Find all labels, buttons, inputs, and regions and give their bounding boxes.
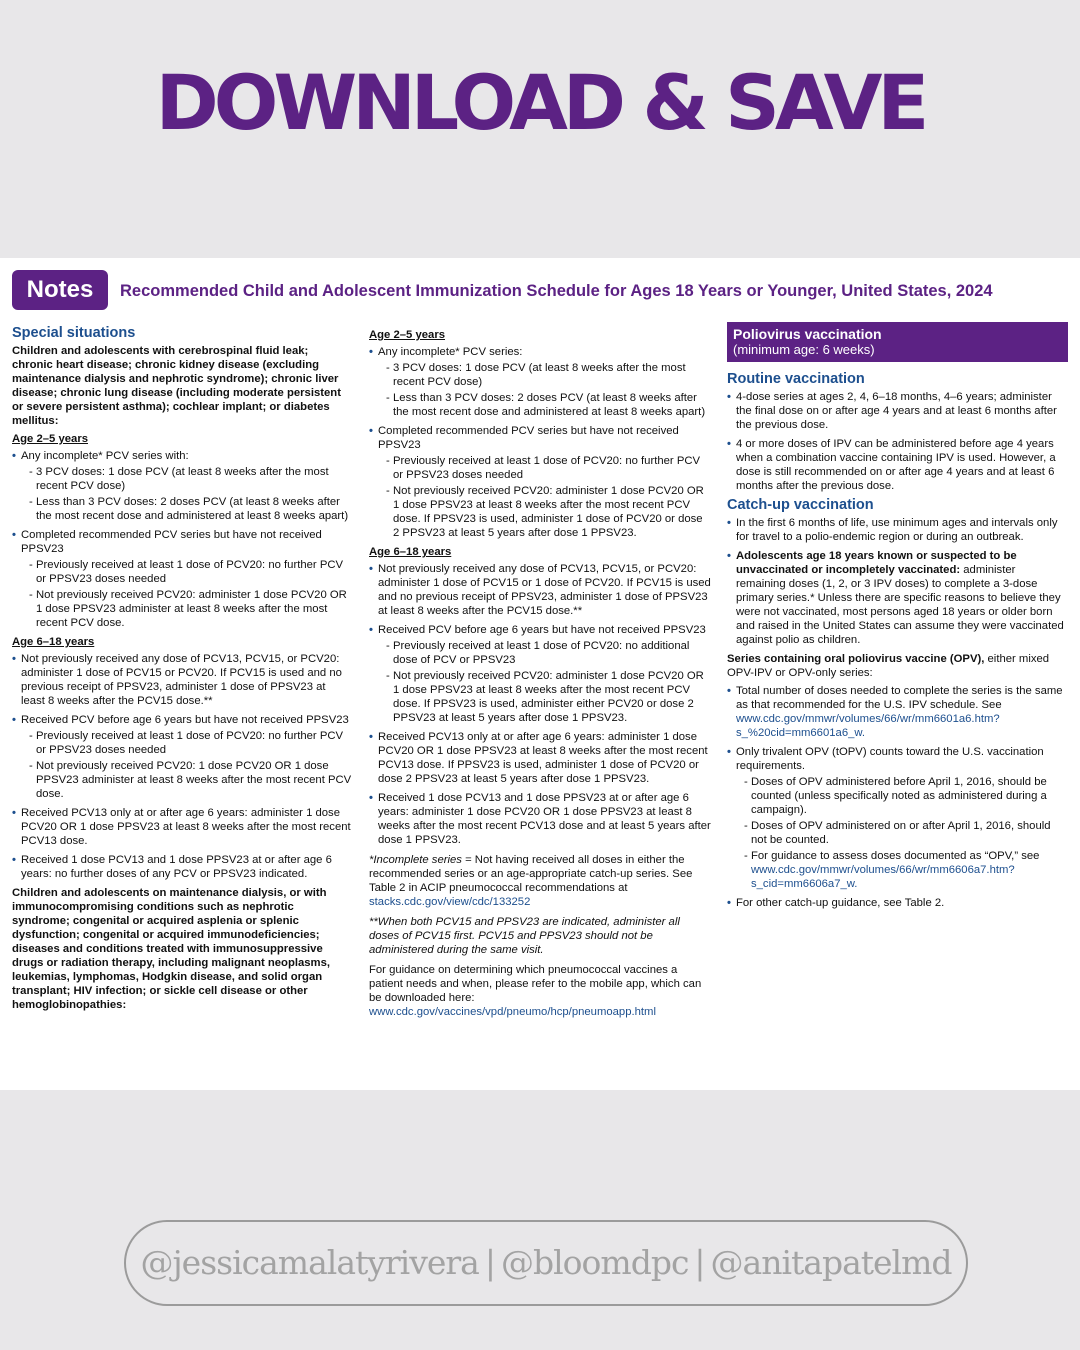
poliovirus-min-age: (minimum age: 6 weeks) xyxy=(733,342,875,357)
sub-item: - Previously received at least 1 dose of PCV20: no further PCV or PPSV23 doses needed xyxy=(386,454,711,482)
sub-item: - Previously received at least 1 dose of PCV20: no further PCV or PPSV23 doses needed xyxy=(29,558,352,586)
sub-item: - For guidance to assess doses documented as “OPV,” see www.cdc.gov/mmwr/volumes/66/wr/mm6606a7.htm?s_cid=mm6606a7_w. xyxy=(744,849,1068,891)
sub-item: - Doses of OPV administered before April 1, 2016, should be counted (unless specifically noted as administered during a campaign). xyxy=(744,775,1068,817)
list-item: • 4 or more doses of IPV can be administered before age 4 years when a combination vaccine containing IPV is used. However, a dose is still recommended on or after age 4 years and at least 6 months after the previous dose. xyxy=(727,437,1068,493)
pneumo-app-link[interactable]: www.cdc.gov/vaccines/vpd/pneumo/hcp/pneumoapp.html xyxy=(369,1006,656,1018)
sub-item: - Not previously received PCV20: administer 1 dose PCV20 OR 1 dose PPSV23 administer at least 8 weeks after the most recent PCV dose. xyxy=(29,588,352,630)
sub-item: - Not previously received PCV20: 1 dose PCV20 OR 1 dose PPSV23 administer at least 8 weeks after the most recent PCV dose. xyxy=(29,759,352,801)
list-item: • Received PCV13 only at or after age 6 years: administer 1 dose PCV20 OR 1 dose PPSV23 at least 8 weeks after the most recent PCV13 dose. xyxy=(12,806,352,848)
separator: | xyxy=(484,1243,495,1282)
list-item: • Not previously received any dose of PCV13, PCV15, or PCV20: administer 1 dose of PCV15 or PCV20. If PCV15 is used and no previous receipt of PPSV23, administer 1 dose of PPSV23 at least 8 weeks after the PCV15 dose.** xyxy=(12,652,352,708)
list-item: • Any incomplete* PCV series: - 3 PCV doses: 1 dose PCV (at least 8 weeks after the most recent PCV dose) - Less than 3 PCV doses: 2 doses PCV (at least 8 weeks after the most recent dose and administered at least 8 weeks apart) xyxy=(369,345,711,419)
sub-item: - Doses of OPV administered on or after April 1, 2016, should not be counted. xyxy=(744,819,1068,847)
bullet-list xyxy=(727,390,1068,493)
sub-item: - 3 PCV doses: 1 dose PCV (at least 8 weeks after the most recent PCV dose) xyxy=(29,465,352,493)
sub-item: - Previously received at least 1 dose of PCV20: no additional dose of PCV or PPSV23 xyxy=(386,639,711,667)
special-situations-heading: Special situations xyxy=(12,325,136,341)
list-item: • In the first 6 months of life, use minimum ages and intervals only for travel to a polio-endemic region or during an outbreak. xyxy=(727,516,1068,544)
list-item: • Received 1 dose PCV13 and 1 dose PPSV23 at or after age 6 years: no further doses of any PCV or PPSV23 indicated. xyxy=(12,853,352,881)
acip-link[interactable]: stacks.cdc.gov/view/cdc/133252 xyxy=(369,896,531,908)
handle-jessicamalatyrivera[interactable]: @jessicamalatyrivera xyxy=(140,1243,479,1282)
poliovirus-title: Poliovirus vaccination xyxy=(733,326,882,342)
list-item: • Any incomplete* PCV series with: - 3 PCV doses: 1 dose PCV (at least 8 weeks after the most recent PCV dose) - Less than 3 PCV doses: 2 doses PCV (at least 8 weeks after the most recent dose and administered at least 8 weeks apart) xyxy=(12,449,352,523)
sub-item: - Not previously received PCV20: administer 1 dose PCV20 OR 1 dose PPSV23 at least 8 weeks after the most recent PCV dose. If PPSV23 is used, administer either PCV20 or dose 2 PPSV23 at least 5 years after dose 1 PPSV23. xyxy=(386,669,711,725)
sub-item: - Not previously received PCV20: administer 1 dose PCV20 OR 1 dose PPSV23 at least 8 weeks after the most recent PCV dose. If PPSV23 is used, administer 1 dose of PCV20 or dose 2 PPSV23 at least 5 years after dose 1 PPSV23. xyxy=(386,484,711,540)
column-pcv-continued xyxy=(369,326,711,1023)
guidance-text: For guidance on determining which pneumococcal vaccines a patient needs and when, please refer to the mobile app, which can be downloaded here: www.cdc.gov/vaccines/vpd/pneumo/hcp/pneumoapp.html xyxy=(369,964,702,1018)
handle-anitapatelmd[interactable]: @anitapatelmd xyxy=(710,1243,952,1282)
notes-document xyxy=(0,258,1080,1090)
immunocompromised-intro: Children and adolescents on maintenance dialysis, or with immunocompromising conditions such as nephrotic syndrome; congenital or acquired asplenia or splenic dysfunction; congenital or acquired immunodeficiencies; diseases and conditions treated with immunosuppressive drugs or radiation therapy, including malignant neoplasms, leukemias, lymphomas, Hodgkin disease, and solid organ transplant; HIV infection; or sickle cell disease or other hemoglobinopathies: xyxy=(12,887,331,1011)
age-heading: Age 6–18 years xyxy=(12,636,95,648)
age-heading: Age 6–18 years xyxy=(369,546,452,558)
catch-up-vaccination-heading: Catch-up vaccination xyxy=(727,497,874,513)
bullet-list xyxy=(369,562,711,847)
list-item: • Total number of doses needed to complete the series is the same as that recommended for the U.S. IPV schedule. See www.cdc.gov/mmwr/volumes/66/wr/mm6601a6.htm?s_%20cid=mm6601a6_w. xyxy=(727,684,1068,740)
column-special-situations xyxy=(12,326,352,1016)
list-item: • Received PCV13 only at or after age 6 years: administer 1 dose PCV20 OR 1 dose PPSV23 at least 8 weeks after the most recent PCV13 dose. If PPSV23 is used, administer 1 dose of PCV20 or dose 2 PPSV23 at least 5 years after dose 1 PPSV23. xyxy=(369,730,711,786)
list-item: • Received PCV before age 6 years but have not received PPSV23 - Previously received at least 1 dose of PCV20: no further PCV or PPSV23 doses needed - Not previously received PCV20: 1 dose PCV20 OR 1 dose PPSV23 administer at least 8 weeks after the most recent PCV dose. xyxy=(12,713,352,801)
headline: DOWNLOAD & SAVE xyxy=(155,58,925,147)
sub-item: - 3 PCV doses: 1 dose PCV (at least 8 weeks after the most recent PCV dose) xyxy=(386,361,711,389)
mmwr-link-6601[interactable]: www.cdc.gov/mmwr/volumes/66/wr/mm6601a6.htm?s_%20cid=mm6601a6_w. xyxy=(736,713,1000,739)
notes-badge: Notes xyxy=(12,270,108,310)
list-item: • Received PCV before age 6 years but have not received PPSV23 - Previously received at least 1 dose of PCV20: no additional dose of PCV or PPSV23 - Not previously received PCV20: administer 1 dose PCV20 OR 1 dose PPSV23 at least 8 weeks after the most recent PCV dose. If PPSV23 is used, administer either PCV20 or dose 2 PPSV23 at least 5 years after dose 1 PPSV23. xyxy=(369,623,711,725)
list-item: • Completed recommended PCV series but have not received PPSV23 - Previously received at least 1 dose of PCV20: no further PCV or PPSV23 doses needed - Not previously received PCV20: administer 1 dose PCV20 OR 1 dose PPSV23 at least 8 weeks after the most recent PCV dose. If PPSV23 is used, administer 1 dose of PCV20 or dose 2 PPSV23 at least 5 years after dose 1 PPSV23. xyxy=(369,424,711,540)
bullet-list xyxy=(727,684,1068,910)
bullet-list xyxy=(369,345,711,540)
sub-item: - Less than 3 PCV doses: 2 doses PCV (at least 8 weeks after the most recent dose and administered at least 8 weeks apart) xyxy=(29,495,352,523)
conditions-intro: Children and adolescents with cerebrospinal fluid leak; chronic heart disease; chronic kidney disease (excluding maintenance dialysis and nephrotic syndrome); chronic liver disease; chronic lung disease (including moderate persistent or severe persistent asthma); cochlear implant; or diabetes mellitus: xyxy=(12,345,341,427)
column-poliovirus xyxy=(727,322,1068,915)
sub-item: - Less than 3 PCV doses: 2 doses PCV (at least 8 weeks after the most recent dose and administered at least 8 weeks apart) xyxy=(386,391,711,419)
separator: | xyxy=(694,1243,705,1282)
mmwr-link-6606[interactable]: www.cdc.gov/mmwr/volumes/66/wr/mm6606a7.htm?s_cid=mm6606a7_w. xyxy=(751,864,1015,890)
list-item: • Completed recommended PCV series but have not received PPSV23 - Previously received at least 1 dose of PCV20: no further PCV or PPSV23 doses needed - Not previously received PCV20: administer 1 dose PCV20 OR 1 dose PPSV23 administer at least 8 weeks after the most recent PCV dose. xyxy=(12,528,352,630)
list-item: • Adolescents age 18 years known or suspected to be unvaccinated or incompletely vaccinated: administer remaining doses (1, 2, or 3 IPV doses) to complete a 3-dose primary series.* Unless there are specific reasons to believe they were not vaccinated, most persons aged 18 years or older born and raised in the United States can assume they were vaccinated against polio as children. xyxy=(727,549,1068,647)
list-item: • For other catch-up guidance, see Table 2. xyxy=(727,896,1068,910)
list-item: • Not previously received any dose of PCV13, PCV15, or PCV20: administer 1 dose of PCV15 or 1 dose of PCV20. If PCV15 is used and no previous receipt of PPSV23, administer 1 dose of PPSV23 at least 8 weeks after the PCV15 dose.** xyxy=(369,562,711,618)
bullet-list xyxy=(727,516,1068,647)
social-handles-pill xyxy=(124,1220,968,1306)
age-heading: Age 2–5 years xyxy=(12,433,88,445)
list-item: • 4-dose series at ages 2, 4, 6–18 months, 4–6 years; administer the final dose on or after age 4 years and at least 6 months after the previous dose. xyxy=(727,390,1068,432)
list-item: • Only trivalent OPV (tOPV) counts toward the U.S. vaccination requirements. - Doses of OPV administered before April 1, 2016, should be counted (unless specifically noted as administered during a campaign). - Doses of OPV administered on or after April 1, 2016, should not be counted. - For guidance to assess doses documented as “OPV,” see www.cdc.gov/mmwr/volumes/66/wr/mm6606a7.htm?s_cid=mm6606a7_w. xyxy=(727,745,1068,891)
sub-item: - Previously received at least 1 dose of PCV20: no further PCV or PPSV23 doses needed xyxy=(29,729,352,757)
age-heading: Age 2–5 years xyxy=(369,329,445,341)
list-item: • Received 1 dose PCV13 and 1 dose PPSV23 at or after age 6 years: administer 1 dose PCV20 OR 1 dose PPSV23 at least 8 weeks after the most recent PCV13 dose and at least 5 years after dose 1 PPSV23. xyxy=(369,791,711,847)
bullet-list xyxy=(12,652,352,881)
poliovirus-header xyxy=(727,322,1068,362)
footnote-incomplete-series: *Incomplete series = Not having received all doses in either the recommended series or an age-appropriate catch-up series. See Table 2 in ACIP pneumococcal recommendations at stacks.cdc.gov/view/cdc/133252 xyxy=(369,854,693,908)
document-title: Recommended Child and Adolescent Immunization Schedule for Ages 18 Years or Younger, United States, 2024 xyxy=(120,282,993,300)
opv-series-heading: Series containing oral poliovirus vaccine (OPV), either mixed OPV-IPV or OPV-only series: xyxy=(727,653,1050,679)
routine-vaccination-heading: Routine vaccination xyxy=(727,371,865,387)
footnote-pcv15: **When both PCV15 and PPSV23 are indicated, administer all doses of PCV15 first. PCV15 and PPSV23 should not be administered during the same visit. xyxy=(369,916,680,956)
bullet-list xyxy=(12,449,352,630)
handle-bloomdpc[interactable]: @bloomdpc xyxy=(500,1243,689,1282)
